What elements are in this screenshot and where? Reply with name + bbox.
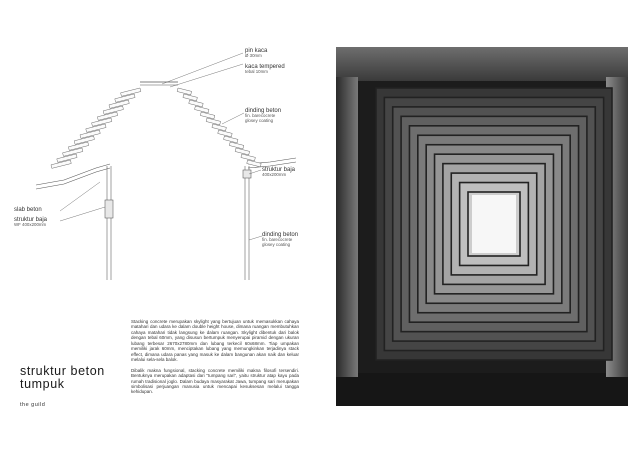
right-slab <box>212 124 226 131</box>
page-title <box>20 365 105 391</box>
dinding-beton-top-spec-1: fin. barecocrete <box>245 113 276 119</box>
right-slab <box>200 112 214 119</box>
dinding-beton-top-spec-2: glosey coating <box>245 117 274 123</box>
right-slab <box>224 136 238 143</box>
page-title-line-1: struktur beton <box>20 364 105 378</box>
pin-kaca-label <box>245 48 267 59</box>
dinding-beton-top-label <box>245 108 281 124</box>
skylight-photo <box>336 47 628 406</box>
right-slab <box>183 94 197 101</box>
right-slab <box>177 88 191 95</box>
struktur-baja-left-title: struktur baja <box>14 217 48 223</box>
right-slab <box>218 130 232 137</box>
dinding-beton-bottom-spec-2: glosey coating <box>262 241 291 247</box>
right-slab <box>235 148 249 155</box>
kaca-tempered-label <box>245 64 285 75</box>
description-paragraph-1: Stacking concrete merupakan skylight yang bertujuan untuk memasukkan cahaya matahari dan udara ke dalam double height house, dimana ruangan membutuhkan cahaya matahari tidak langsung ke dalam ruangan. Skylight dibentuk dari balok dengan tebal 60mm, yang disusun bertumpuk menyerupai piramid dengan ukuran lubang terbesar 2670x2780mm dan lubang terkecil 60x68mm. Tiap umpakan memiliki jarak 60mm, menciptakan lubang yang memungkinkan terjadinya stack effect, dimana udara panas yang masuk ke dalam bangunan akan naik dan keluar melalui sela-sela balok. <box>131 319 299 363</box>
pin-kaca-spec: Ø 30mm <box>245 53 262 59</box>
dinding-beton-bottom-spec-1: fin. barecocrete <box>262 237 293 243</box>
struktur-baja-left-label <box>14 217 47 228</box>
right-slab <box>241 154 255 161</box>
dinding-beton-bottom-label <box>262 232 298 248</box>
struktur-baja-right-spec: 400x200mm <box>262 172 287 178</box>
right-slab <box>247 160 261 167</box>
right-slab <box>189 100 203 107</box>
pin-kaca-title: pin kaca <box>245 48 268 54</box>
description-paragraph-2: Dibalik makna fungsional, stacking concrete memiliki makna filosofi tersendiri. Bentuknya merupakan adaptasi dari "tumpang sari", yaitu struktur atap kayu pada rumah tradisional joglo. Dalam budaya masyarakat Jawa, tumpang sari merupakan simbolisasi perjuangan manusia untuk mencapai kesuksesan melalui tangga kehidupan. <box>131 367 299 395</box>
description-text <box>131 319 299 400</box>
page-title-line-2: tumpuk <box>20 377 65 391</box>
dinding-beton-bottom-title: dinding beton <box>262 232 299 238</box>
struktur-baja-left-spec: WF 400x200mm <box>14 222 47 228</box>
section-drawing <box>0 40 330 290</box>
slab-beton-label <box>14 207 42 213</box>
struktur-baja-right-label <box>262 167 295 178</box>
kaca-tempered-title: kaca tempered <box>245 64 285 70</box>
right-slab <box>206 118 220 125</box>
page-subtitle: the guild <box>20 402 46 408</box>
slab-beton-title: slab beton <box>14 207 42 213</box>
skylight-opening <box>472 195 516 253</box>
skylight-photo-graphic <box>336 47 628 406</box>
struktur-baja-right-title: struktur baja <box>262 167 296 173</box>
right-slab <box>229 142 243 149</box>
right-slab <box>195 106 209 113</box>
kaca-tempered-spec: tebal 10mm <box>245 69 268 75</box>
dinding-beton-top-title: dinding beton <box>245 108 282 114</box>
